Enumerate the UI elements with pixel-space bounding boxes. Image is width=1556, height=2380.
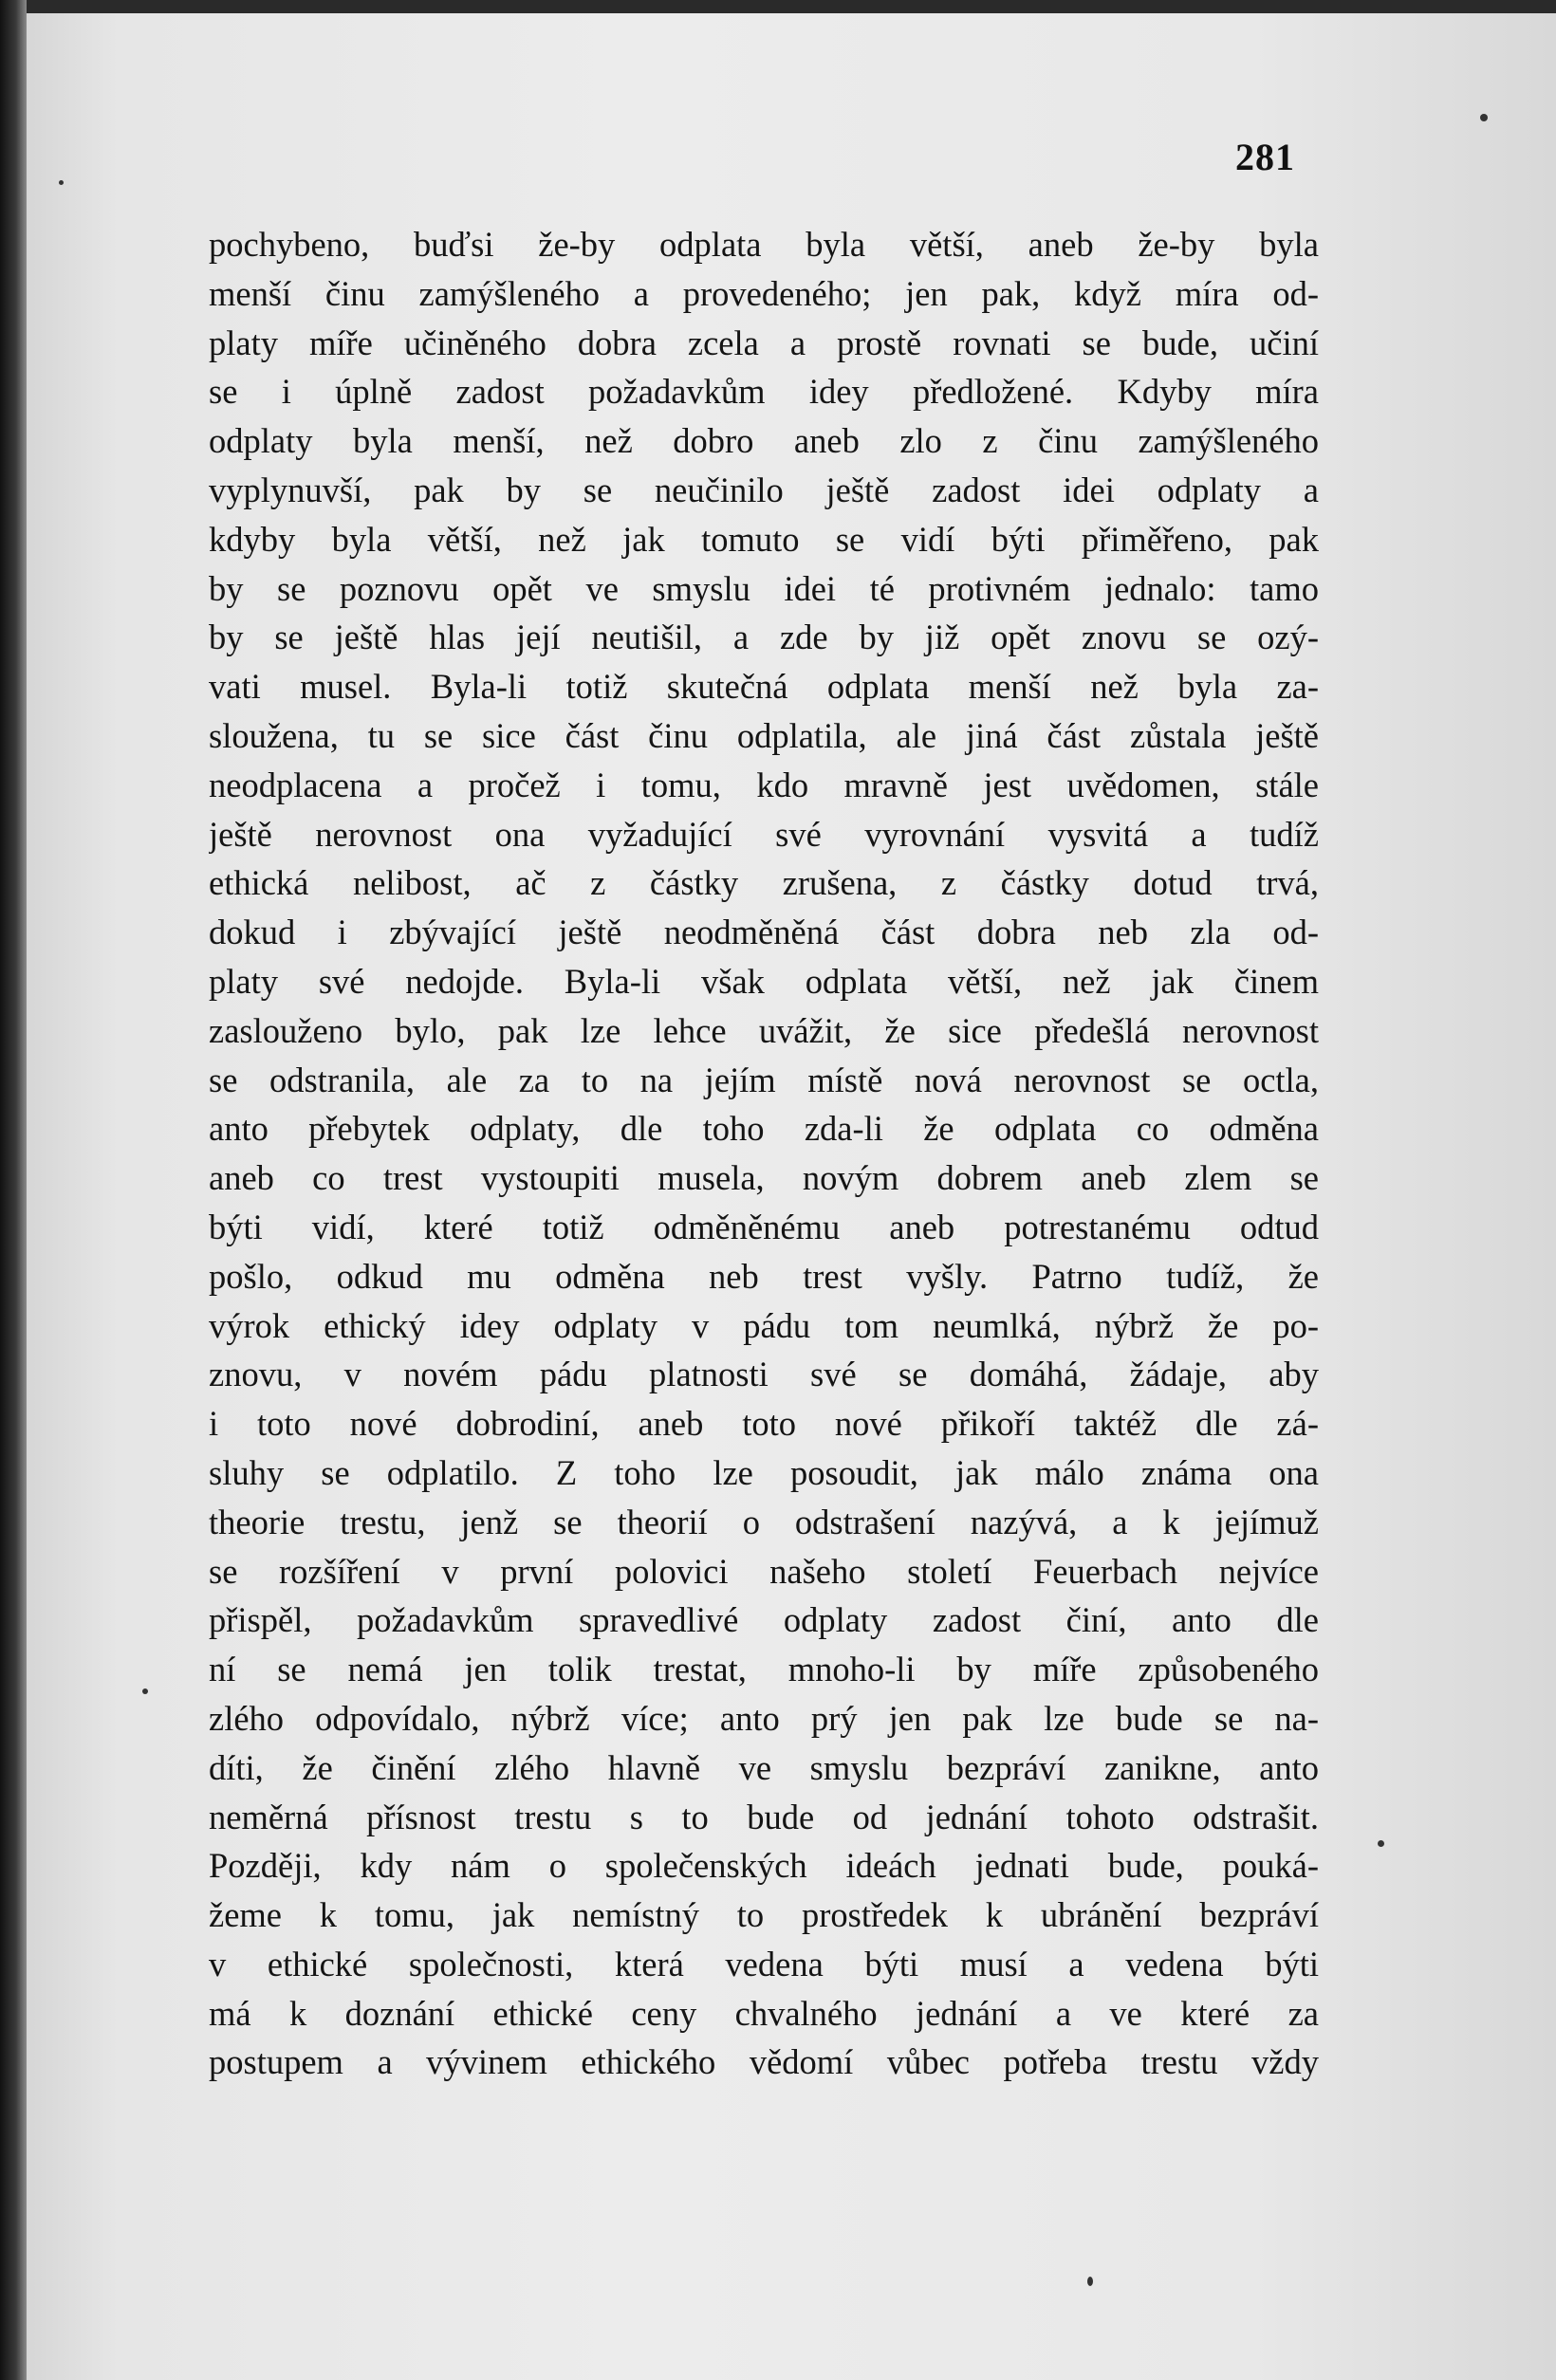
text-line: Později, kdy nám o společenských ideách jednati bude, pouká- [209, 1846, 1319, 1886]
text-line: pochybeno, buďsi že-by odplata byla větší, aneb že-by byla [209, 225, 1319, 264]
text-line: theorie trestu, jenž se theorií o odstrašení nazývá, a k jejímuž [209, 1502, 1319, 1541]
scan-speck [1087, 2277, 1093, 2286]
book-gutter [0, 0, 27, 2380]
text-line: pošlo, odkud mu odměna neb trest vyšly. Patrno tudíž, že [209, 1256, 1319, 1296]
text-line: platy své nedojde. Byla-li však odplata větší, než jak činem [209, 961, 1319, 1001]
text-line: aneb co trest vystoupiti musela, novým dobrem aneb zlem se [209, 1158, 1319, 1198]
scan-speck [142, 1688, 148, 1694]
text-line: anto přebytek odplaty, dle toho zda-li že odplata co odměna [209, 1109, 1319, 1149]
text-line: býti vidí, které totiž odměněnému aneb potrestanému odtud [209, 1207, 1319, 1246]
text-line: dokud i zbývající ještě neodměněná část dobra neb zla od- [209, 913, 1319, 952]
text-line: vati musel. Byla-li totiž skutečná odplata menší než byla za- [209, 667, 1319, 707]
text-line: v ethické společnosti, která vedena býti musí a vedena býti [209, 1944, 1319, 1983]
text-line: znovu, v novém pádu platnosti své se domáhá, žádaje, aby [209, 1355, 1319, 1394]
text-line: vyplynuvší, pak by se neučinilo ještě zadost idei odplaty a [209, 470, 1319, 509]
text-line: se odstranila, ale za to na jejím místě nová nerovnost se octla, [209, 1060, 1319, 1099]
text-line: sloužena, tu se sice část činu odplatila, ale jiná část zůstala ještě [209, 715, 1319, 755]
scan-speck [1378, 1840, 1384, 1847]
text-line: sluhy se odplatilo. Z toho lze posoudit, jak málo známa ona [209, 1452, 1319, 1492]
text-line: odplaty byla menší, než dobro aneb zlo z činu zamýšleného [209, 421, 1319, 461]
text-line: by se ještě hlas její neutišil, a zde by již opět znovu se ozý- [209, 618, 1319, 657]
text-line: zaslouženo bylo, pak lze lehce uvážit, že sice předešlá nerovnost [209, 1010, 1319, 1050]
text-line: ještě nerovnost ona vyžadující své vyrovnání vysvitá a tudíž [209, 814, 1319, 854]
text-line: postupem a vývinem ethického vědomí vůbec potřeba trestu vždy [209, 2042, 1319, 2082]
page-number: 281 [1235, 136, 1295, 178]
text-line: neodplacena a pročež i tomu, kdo mravně jest uvědomen, stále [209, 765, 1319, 804]
text-line: by se poznovu opět ve smyslu idei té protivném jednalo: tamo [209, 568, 1319, 608]
text-line: přispěl, požadavkům spravedlivé odplaty zadost činí, anto dle [209, 1600, 1319, 1640]
text-line: zlého odpovídalo, nýbrž více; anto prý jen pak lze bude se na- [209, 1698, 1319, 1738]
text-line: ní se nemá jen tolik trestat, mnoho-li by míře způsobeného [209, 1650, 1319, 1689]
text-line: neměrná přísnost trestu s to bude od jednání tohoto odstrašit. [209, 1797, 1319, 1836]
text-line: i toto nové dobrodiní, aneb toto nové přikoří taktéž dle zá- [209, 1404, 1319, 1444]
text-line: platy míře učiněného dobra zcela a prostě rovnati se bude, učiní [209, 323, 1319, 362]
text-line: kdyby byla větší, než jak tomuto se vidí býti přiměřeno, pak [209, 519, 1319, 559]
text-line: se i úplně zadost požadavkům idey předložené. Kdyby míra [209, 372, 1319, 412]
body-text [209, 220, 1319, 2087]
scan-speck [1480, 114, 1488, 121]
text-line: ethická nelibost, ač z částky zrušena, z částky dotud trvá, [209, 863, 1319, 903]
text-line: má k doznání ethické ceny chvalného jednání a ve které za [209, 1993, 1319, 2033]
text-line: žeme k tomu, jak nemístný to prostředek k ubránění bezpráví [209, 1895, 1319, 1935]
text-line: díti, že činění zlého hlavně ve smyslu bezpráví zanikne, anto [209, 1747, 1319, 1787]
text-line: menší činu zamýšleného a provedeného; jen pak, když míra od- [209, 273, 1319, 313]
text-line: výrok ethický idey odplaty v pádu tom neumlká, nýbrž že po- [209, 1305, 1319, 1345]
text-line: se rozšíření v první polovici našeho století Feuerbach nejvíce [209, 1551, 1319, 1591]
scan-speck [59, 180, 64, 185]
